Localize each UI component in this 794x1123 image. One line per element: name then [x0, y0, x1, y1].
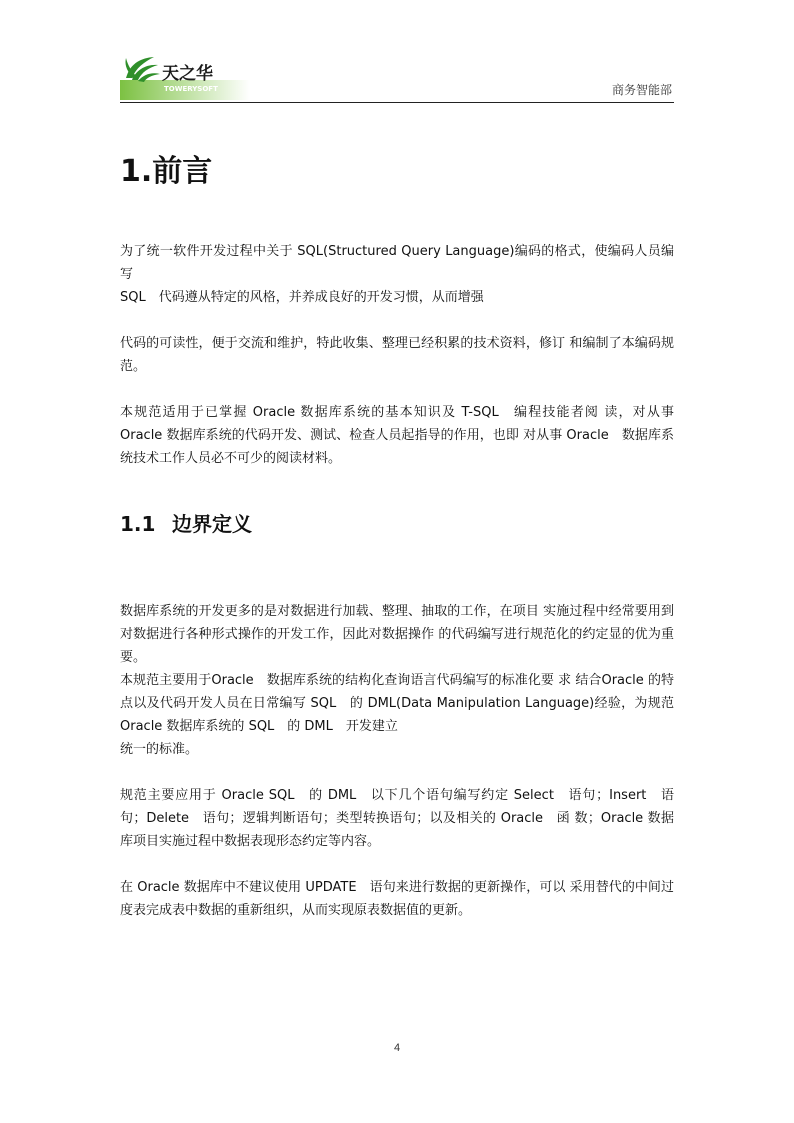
logo-chinese-name: 天之华	[162, 64, 213, 84]
page-header	[120, 52, 674, 103]
intro-paragraph-2: 代码的可读性，便于交流和维护，特此收集、整理已经积累的技术资料，修订 和编制了本编码规范。	[120, 336, 674, 374]
section-paragraph-2: 本规范主要用于Oracle 数据库系统的结构化查询语言代码编写的标准化要 求 结合Oracle 的特点以及代码开发人员在日常编写 SQL 的 DML(Data Manipulation Language)经验，为规范 Oracle 数据库系统的 SQL 的 DML 开发建立	[120, 673, 674, 734]
section-paragraph-3: 统一的标准。	[120, 742, 199, 757]
logo-leaf-icon	[120, 54, 250, 100]
section-paragraph-1: 数据库系统的开发更多的是对数据进行加载、整理、抽取的工作，在项目 实施过程中经常要用到对数据进行各种形式操作的开发工作，因此对数据操作 的代码编写进行规范化的约定显的优为重要。	[120, 604, 674, 665]
company-logo	[120, 54, 250, 100]
intro-paragraph-1b: SQL 代码遵从特定的风格，并养成良好的开发习惯，从而增强	[120, 290, 484, 305]
department-name: 商务智能部	[611, 83, 672, 97]
section-title: 边界定义	[172, 512, 252, 536]
logo-english-name: TOWERYSOFT	[164, 85, 218, 93]
chapter-title: 1.前言	[120, 154, 213, 189]
section-number: 1.1	[120, 512, 156, 536]
intro-paragraph-1a: 为了统一软件开发过程中关于 SQL(Structured Query Language)编码的格式，使编码人员编写	[120, 244, 674, 282]
page-number: 4	[393, 1042, 401, 1054]
section-paragraph-5: 在 Oracle 数据库中不建议使用 UPDATE 语句来进行数据的更新操作，可以 采用替代的中间过度表完成表中数据的重新组织，从而实现原表数据值的更新。	[120, 880, 674, 918]
section-paragraph-4: 规范主要应用于 Oracle SQL 的 DML 以下几个语句编写约定 Select 语句；Insert 语句；Delete 语句；逻辑判断语句；类型转换语句；以及相关的 Oracle 函 数；Oracle 数据库项目实施过程中数据表现形态约定等内容。	[120, 788, 674, 849]
intro-paragraph-3: 本规范适用于已掌握 Oracle 数据库系统的基本知识及 T-SQL 编程技能者阅 读，对从事 Oracle 数据库系统的代码开发、测试、检查人员起指导的作用，也即 对从事 Oracle 数据库系统技术工作人员必不可少的阅读材料。	[120, 405, 674, 466]
page-content	[120, 148, 674, 922]
section-heading	[120, 510, 674, 538]
